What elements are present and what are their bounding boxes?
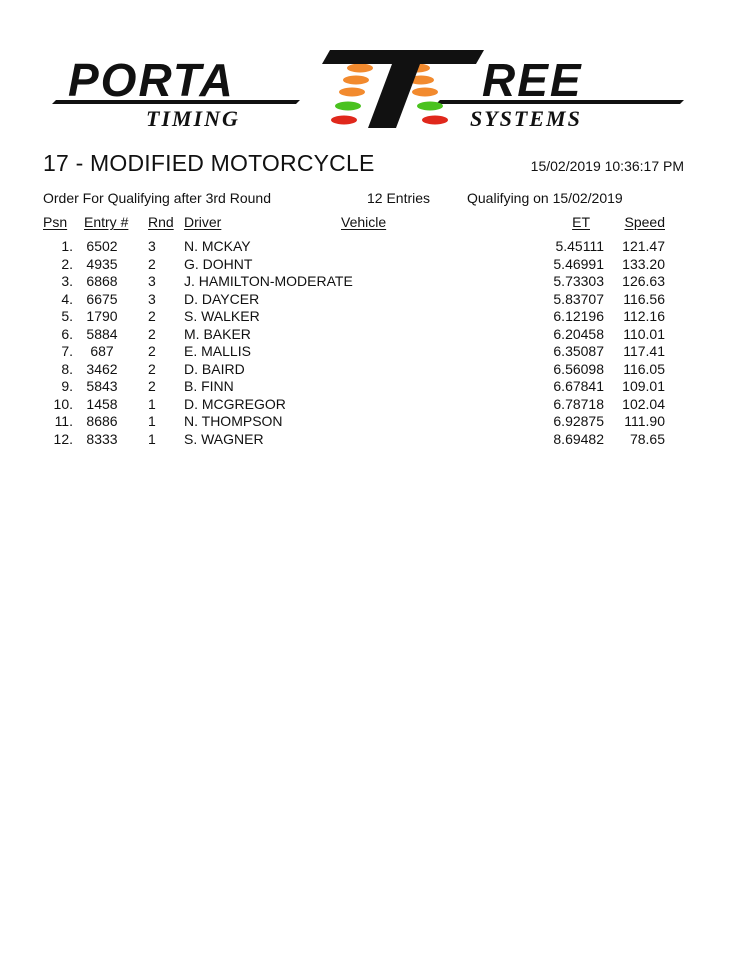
cell-et: 5.83707 — [553, 290, 604, 307]
qualifying-date: Qualifying on 15/02/2019 — [467, 190, 623, 206]
cell-speed: 116.56 — [623, 290, 665, 307]
cell-driver: E. MALLIS — [184, 343, 251, 359]
cell-rnd: 2 — [148, 360, 156, 377]
cell-driver: S. WAGNER — [184, 430, 264, 447]
cell-psn: 6. — [61, 325, 73, 342]
cell-entry: 8333 — [86, 430, 118, 447]
cell-entry: 5884 — [86, 325, 118, 342]
cell-speed: 110.01 — [623, 325, 665, 342]
cell-entry: 6675 — [86, 290, 118, 307]
cell-driver: B. FINN — [184, 378, 234, 394]
table-row — [0, 308, 742, 326]
cell-psn: 11. — [54, 413, 73, 429]
cell-et: 6.20458 — [553, 325, 604, 342]
cell-et: 6.12196 — [553, 308, 604, 324]
cell-rnd: 2 — [148, 343, 156, 359]
cell-psn: 8. — [61, 360, 73, 377]
cell-speed: 78.65 — [629, 430, 665, 447]
table-row — [0, 431, 742, 449]
cell-et: 6.67841 — [553, 378, 604, 394]
cell-psn: 1. — [61, 238, 73, 254]
cell-entry: 8686 — [86, 413, 118, 429]
entries-count: 12 Entries — [367, 190, 431, 206]
cell-psn: 5. — [61, 308, 73, 324]
cell-driver: D. DAYCER — [184, 290, 260, 307]
cell-psn: 7. — [61, 343, 73, 359]
cell-speed: 112.16 — [623, 308, 665, 324]
cell-et: 5.46991 — [553, 255, 604, 272]
cell-entry: 6502 — [86, 238, 118, 254]
cell-entry: 1458 — [86, 395, 118, 412]
column-header-driver: Driver — [184, 214, 222, 230]
cell-driver: D. BAIRD — [184, 360, 245, 377]
cell-entry: 3462 — [86, 360, 118, 377]
cell-rnd: 2 — [148, 308, 156, 324]
results-table — [0, 238, 742, 448]
cell-psn: 2. — [61, 255, 73, 272]
table-row — [0, 291, 742, 309]
column-header-et: ET — [572, 214, 590, 230]
table-row — [0, 396, 742, 414]
table-row — [0, 343, 742, 361]
column-header-speed: Speed — [624, 214, 665, 230]
table-row — [0, 326, 742, 344]
cell-speed: 121.47 — [622, 238, 665, 254]
cell-driver: M. BAKER — [184, 325, 251, 342]
cell-speed: 126.63 — [622, 273, 665, 289]
cell-rnd: 2 — [148, 255, 156, 272]
column-header-rnd: Rnd — [148, 214, 174, 230]
logo-tagline-right: SYSTEMS — [470, 106, 582, 131]
cell-entry: 1790 — [86, 308, 118, 324]
cell-driver: J. HAMILTON-MODERATE — [184, 273, 353, 289]
cell-et: 6.56098 — [553, 360, 604, 377]
cell-speed: 116.05 — [623, 360, 665, 377]
cell-rnd: 2 — [148, 378, 156, 394]
table-row — [0, 378, 742, 396]
portatree-logo — [50, 40, 690, 140]
cell-psn: 4. — [61, 290, 73, 307]
cell-speed: 109.01 — [622, 378, 665, 394]
cell-rnd: 3 — [148, 273, 156, 289]
cell-rnd: 1 — [148, 395, 156, 412]
logo-word-right: REE — [482, 54, 583, 106]
cell-et: 5.73303 — [553, 273, 604, 289]
cell-psn: 3. — [61, 273, 73, 289]
cell-driver: G. DOHNT — [184, 255, 253, 272]
report-timestamp: 15/02/2019 10:36:17 PM — [530, 158, 684, 174]
cell-driver: N. MCKAY — [184, 238, 251, 254]
cell-driver: S. WALKER — [184, 308, 260, 324]
cell-rnd: 3 — [148, 290, 156, 307]
cell-psn: 12. — [53, 430, 73, 447]
cell-rnd: 3 — [148, 238, 156, 254]
table-row — [0, 273, 742, 291]
cell-entry: 687 — [90, 343, 114, 359]
table-row — [0, 361, 742, 379]
column-header-entry: Entry # — [84, 214, 129, 230]
cell-psn: 9. — [61, 378, 73, 394]
order-description: Order For Qualifying after 3rd Round — [43, 190, 271, 206]
column-header-vehicle: Vehicle — [341, 214, 387, 230]
cell-speed: 133.20 — [622, 255, 665, 272]
cell-et: 6.92875 — [553, 413, 604, 429]
table-row — [0, 238, 742, 256]
logo-tagline-left: TIMING — [146, 106, 240, 131]
cell-speed: 111.90 — [624, 413, 665, 429]
cell-et: 8.69482 — [553, 430, 604, 447]
cell-entry: 5843 — [86, 378, 118, 394]
cell-speed: 117.41 — [623, 343, 665, 359]
column-header-psn: Psn — [43, 214, 68, 230]
cell-rnd: 1 — [148, 413, 156, 429]
cell-speed: 102.04 — [622, 395, 665, 412]
logo-word-left: PORTA — [68, 54, 235, 106]
cell-et: 5.45111 — [555, 238, 604, 254]
cell-entry: 4935 — [86, 255, 118, 272]
cell-et: 6.35087 — [553, 343, 604, 359]
cell-driver: D. MCGREGOR — [184, 395, 286, 412]
table-row — [0, 413, 742, 431]
cell-rnd: 1 — [148, 430, 156, 447]
page-title: 17 - MODIFIED MOTORCYCLE — [43, 150, 375, 176]
cell-psn: 10. — [53, 395, 73, 412]
cell-driver: N. THOMPSON — [184, 413, 283, 429]
cell-rnd: 2 — [148, 325, 156, 342]
cell-entry: 6868 — [86, 273, 118, 289]
cell-et: 6.78718 — [553, 395, 604, 412]
table-row — [0, 256, 742, 274]
